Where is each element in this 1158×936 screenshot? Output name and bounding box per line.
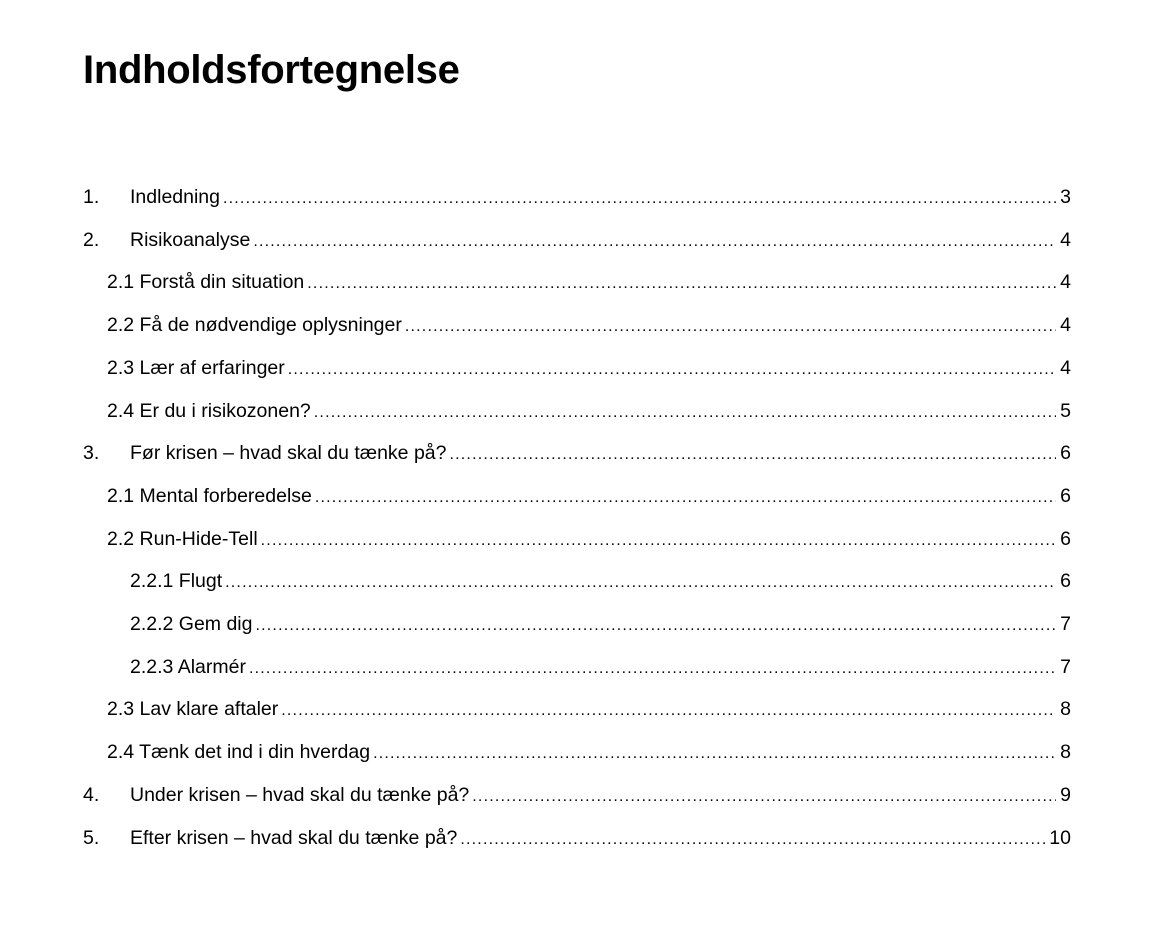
dot-leader: [281, 702, 1056, 720]
toc-entry-title[interactable]: 2.1 Forstå din situation: [107, 271, 305, 294]
toc-entry-title[interactable]: Risikoanalyse: [130, 228, 251, 251]
toc-entry-page: 9: [1060, 783, 1071, 806]
toc-entry-title[interactable]: 2.2.2 Gem dig: [130, 613, 253, 635]
toc-entry-page: 5: [1060, 399, 1071, 422]
toc-entry-number: 2.: [83, 228, 100, 251]
toc-entry-title[interactable]: Efter krisen – hvad skal du tænke på?: [130, 826, 458, 849]
dot-leader: [315, 489, 1056, 507]
toc-entry-title[interactable]: Før krisen – hvad skal du tænke på?: [130, 442, 447, 465]
dot-leader: [460, 831, 1045, 849]
toc-entry[interactable]: [83, 784, 1071, 814]
dot-leader: [253, 233, 1056, 251]
toc-entry[interactable]: [83, 827, 1071, 857]
toc-entry-title[interactable]: 2.4 Tænk det ind i din hverdag: [107, 741, 371, 764]
toc-entry-title[interactable]: 2.3 Lær af erfaringer: [107, 356, 285, 379]
toc-entry-title[interactable]: 2.1 Mental forberedelse: [107, 484, 312, 507]
toc-entry[interactable]: [107, 400, 1071, 430]
toc-entry-number: 5.: [83, 826, 100, 849]
toc-entry[interactable]: [83, 229, 1071, 259]
toc-entry[interactable]: [130, 656, 1071, 686]
page-title: Indholdsfortegnelse: [83, 48, 460, 92]
dot-leader: [373, 745, 1056, 763]
toc-entry-title[interactable]: Under krisen – hvad skal du tænke på?: [130, 783, 470, 806]
toc-entry[interactable]: [130, 613, 1071, 643]
toc-entry[interactable]: [130, 570, 1071, 600]
toc-entry-number: 1.: [83, 186, 100, 208]
dot-leader: [255, 617, 1056, 635]
dot-leader: [405, 318, 1056, 336]
toc-entry-number: 4.: [83, 783, 100, 806]
toc-entry[interactable]: [107, 357, 1071, 387]
toc-entry-page: 6: [1060, 484, 1071, 507]
dot-leader: [249, 660, 1056, 678]
toc-entry[interactable]: [107, 741, 1071, 771]
toc-entry[interactable]: [107, 271, 1071, 301]
toc-entry-page: 8: [1060, 698, 1071, 721]
toc-entry-title[interactable]: 2.2.1 Flugt: [130, 570, 223, 593]
toc-entry-page: 6: [1060, 570, 1071, 593]
toc-entry-title[interactable]: 2.4 Er du i risikozonen?: [107, 399, 311, 422]
toc-entry-page: 3: [1060, 186, 1071, 208]
toc-entry-number: 3.: [83, 442, 100, 465]
toc-entry-page: 4: [1060, 314, 1071, 337]
toc-entry-title[interactable]: Indledning: [130, 186, 220, 208]
dot-leader: [307, 275, 1056, 293]
toc-entry-page: 8: [1060, 741, 1071, 764]
toc-entry[interactable]: [107, 698, 1071, 728]
toc-entry-title[interactable]: 2.3 Lav klare aftaler: [107, 698, 279, 721]
dot-leader: [223, 190, 1056, 208]
toc-entry-title[interactable]: 2.2 Få de nødvendige oplysninger: [107, 314, 402, 337]
toc-entry[interactable]: [107, 314, 1071, 344]
toc-entry[interactable]: [83, 442, 1071, 472]
toc-entry-page: 4: [1060, 356, 1071, 379]
dot-leader: [450, 446, 1057, 464]
dot-leader: [314, 404, 1056, 422]
toc-entry[interactable]: [83, 186, 1071, 216]
toc-entry-title[interactable]: 2.2 Run-Hide-Tell: [107, 527, 258, 550]
toc-entry-page: 6: [1060, 527, 1071, 550]
dot-leader: [472, 788, 1056, 806]
dot-leader: [288, 361, 1056, 379]
toc-entry-page: 7: [1060, 613, 1071, 635]
toc-entry-title[interactable]: 2.2.3 Alarmér: [130, 655, 246, 678]
dot-leader: [261, 532, 1056, 550]
toc-entry-page: 6: [1060, 442, 1071, 465]
toc-entry-page: 4: [1060, 271, 1071, 294]
toc-entry[interactable]: [107, 528, 1071, 558]
toc-entry[interactable]: [107, 485, 1071, 515]
dot-leader: [225, 574, 1056, 592]
toc-entry-page: 7: [1060, 655, 1071, 678]
toc-entry-page: 10: [1049, 826, 1071, 849]
toc-entry-page: 4: [1060, 228, 1071, 251]
